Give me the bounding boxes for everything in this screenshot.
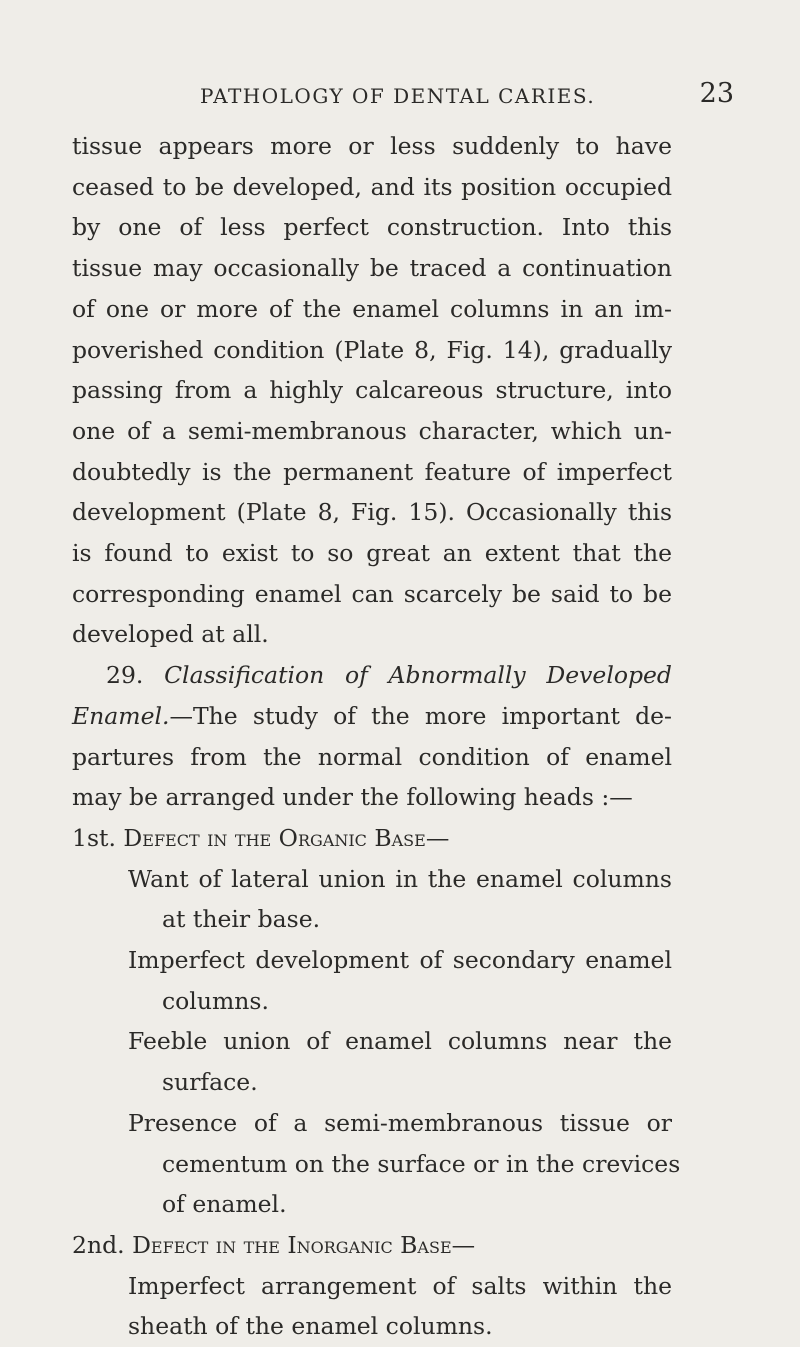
page-number: 23 [699, 78, 734, 109]
section-number: 29. [106, 661, 144, 690]
running-title: PATHOLOGY OF DENTAL CARIES. [200, 84, 596, 108]
list-item-line: cementum on the surface or in the crevices [162, 1149, 681, 1178]
list-ordinal: 2nd. [72, 1230, 125, 1259]
paragraph-line: one of a semi-membranous character, which un- [72, 416, 672, 445]
list-item-line: Imperfect development of secondary enamel [128, 946, 672, 974]
list-heading-first [72, 817, 449, 859]
paragraph-line: tissue appears more or less suddenly to have [72, 132, 672, 160]
paragraph-line: is found to exist to so great an extent that the [72, 539, 672, 567]
list-heading: Defect in the Inorganic Base— [132, 1230, 476, 1259]
section-heading-line [106, 654, 672, 696]
section-title-continued: Enamel. [72, 701, 170, 730]
paragraph-line: by one of less perfect construction. Into this [72, 213, 672, 242]
section-text-line: may be arranged under the following heads :— [72, 783, 633, 812]
list-heading: Defect in the Organic Base— [123, 823, 450, 852]
paragraph-line: ceased to be developed, and its position occupied [72, 172, 672, 201]
paragraph-line: developed at all. [72, 620, 269, 649]
section-text-line [72, 695, 672, 737]
section-text-line: partures from the normal condition of enamel [72, 742, 672, 771]
paragraph-line: corresponding enamel can scarcely be said to be [72, 579, 672, 608]
list-item-line: Feeble union of enamel columns near the [128, 1027, 672, 1056]
list-item-line: Want of lateral union in the enamel columns [128, 864, 672, 893]
paragraph-line: tissue may occasionally be traced a continuation [72, 254, 672, 283]
list-item-line: surface. [162, 1068, 258, 1097]
paragraph-line: poverished condition (Plate 8, Fig. 14), gradually [72, 335, 672, 364]
list-ordinal: 1st. [72, 823, 116, 852]
list-item-line: Imperfect arrangement of salts within the [128, 1271, 672, 1300]
section-title: Classification of Abnormally Developed [164, 661, 672, 690]
paragraph-line: development (Plate 8, Fig. 15). Occasionally this [72, 498, 672, 527]
list-item-line: columns. [162, 986, 269, 1015]
page-header [70, 78, 734, 118]
paragraph-line: of one or more of the enamel columns in an im- [72, 294, 672, 323]
list-item-line: at their base. [162, 905, 321, 934]
section-text: —The study of the more important de- [169, 701, 672, 730]
list-heading-second [72, 1224, 475, 1266]
list-item-line: Presence of a semi-membranous tissue or [128, 1108, 672, 1137]
list-item-line: of enamel. [162, 1190, 287, 1219]
list-item-line: sheath of the enamel columns. [128, 1312, 493, 1341]
paragraph-line: doubtedly is the permanent feature of imperfect [72, 457, 672, 486]
paragraph-line: passing from a highly calcareous structure, into [72, 376, 672, 405]
